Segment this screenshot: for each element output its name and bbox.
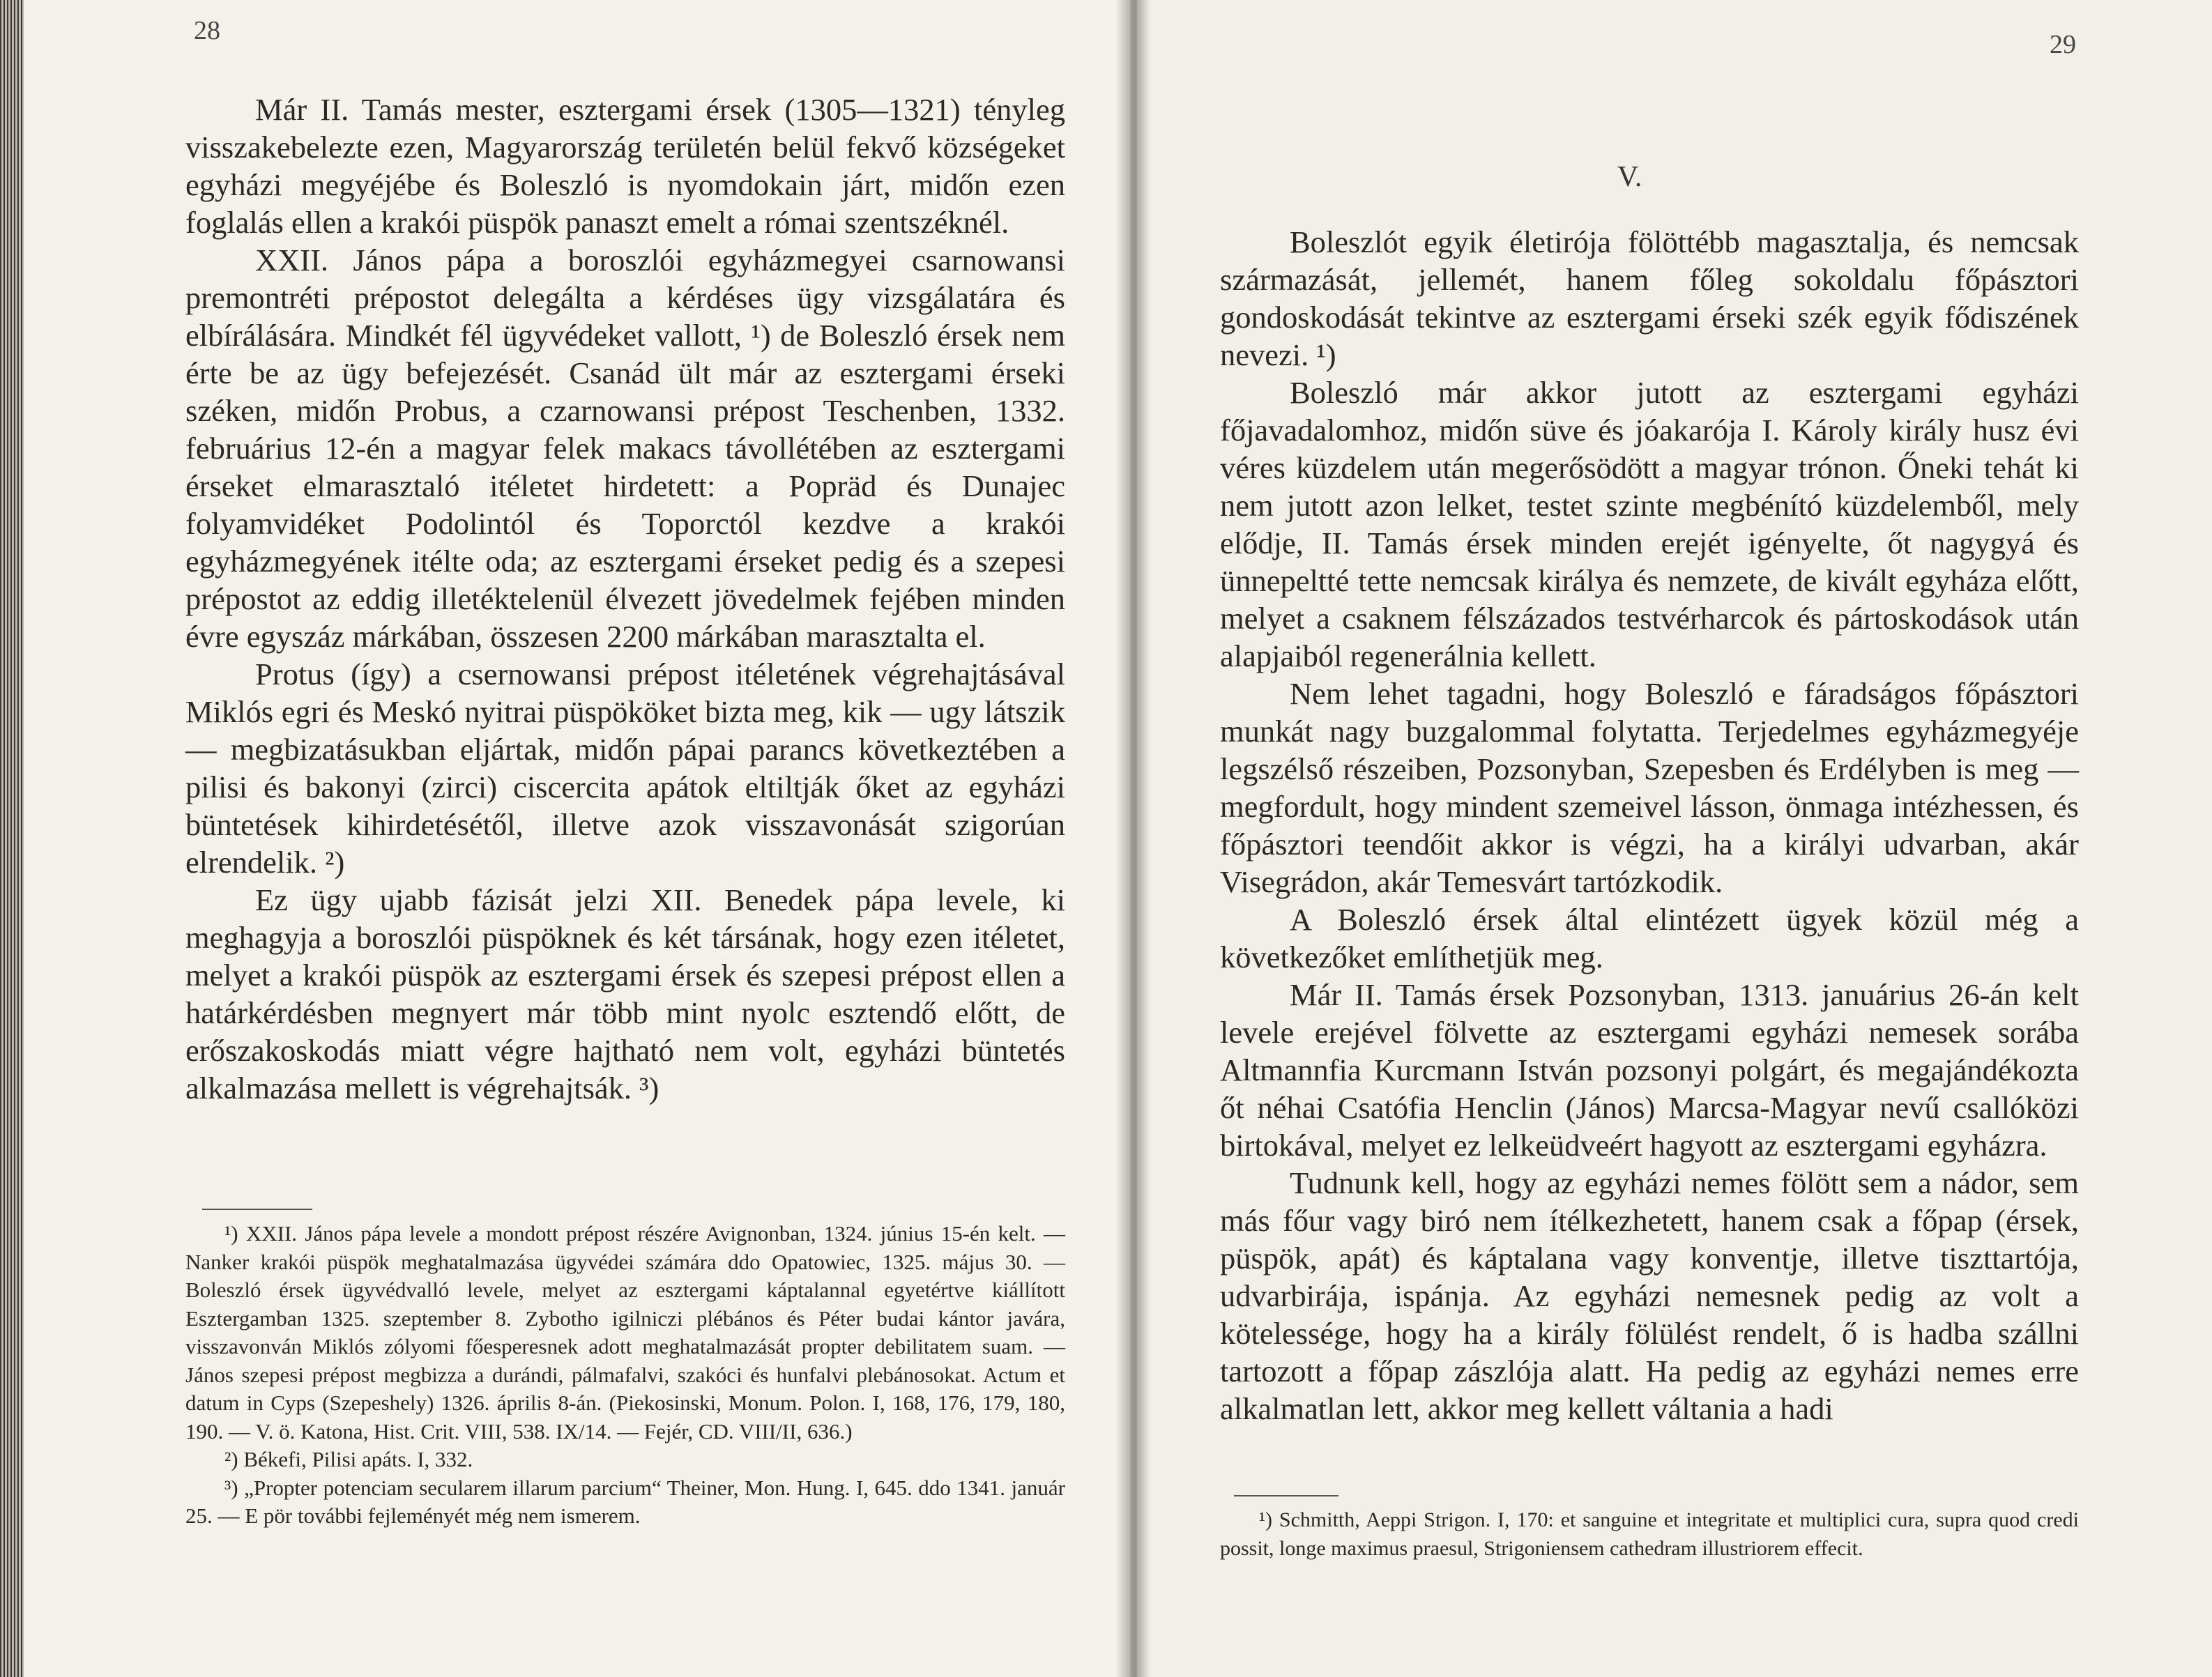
footnote: ¹) Schmitth, Aeppi Strigon. I, 170: et sanguine et integritate et multiplici cura, supra quod credi possit, longe maximus praesul, Strigoniensem cathedram illustriorem effecit. bbox=[1220, 1508, 2079, 1560]
right-paragraph: Tudnunk kell, hogy az egyházi nemes fölött sem a nádor, sem más főur vagy biró nem ítélkezhetett, hanem csak a főpap (érsek, püspök, apát) és káptalana vagy konventje, illetve tiszttartója, udvarbirája, ispánja. Az egyházi nemesnek pedig az volt a kötelessége, hogy ha a király fölülést rendelt, ő is hadba szállni tartozott a főpap zászlója alatt. Ha pedig az egyházi nemes erre alkalmatlan lett, akkor meg kellett váltania a hadi bbox=[1220, 1165, 2079, 1426]
right-body-text bbox=[1220, 223, 2079, 1427]
right-paragraph: A Boleszló érsek által elintézett ügyek közül még a következőket említhetjük meg. bbox=[1220, 902, 2079, 974]
footnote-rule-right bbox=[1234, 1495, 1338, 1496]
right-page-number: 29 bbox=[2050, 30, 2076, 59]
page-stack-edge bbox=[0, 0, 24, 1677]
right-paragraph: Boleszlót egyik életirója fölöttébb magasztalja, és nemcsak származását, jellemét, hanem főleg sokoldalu főpásztori gondoskodását tekintve az esztergami érseki szék egyik fődiszének nevezi. ¹) bbox=[1220, 224, 2079, 372]
left-page-number: 28 bbox=[194, 16, 220, 45]
footnote-rule-left bbox=[202, 1209, 312, 1210]
left-body-text bbox=[185, 91, 1065, 1107]
right-paragraph: Boleszló már akkor jutott az esztergami egyházi főjavadalomhoz, midőn süve és jóakarója I. Károly király husz évi véres küzdelem után megerősödött a magyar trónon. Őneki tehát ki nem jutott azon lelket, testet szinte megbénító küzdelemből, mely elődje, II. Tamás érsek minden erejét igényelte, őt nagygyá és ünnepeltté tette nemcsak királya és nemzete, de kivált egyháza előtt, melyet a csaknem félszázados testvérharcok és pártoskodások után alapjaiból regenerálnia kellett. bbox=[1220, 375, 2079, 673]
right-paragraph: Már II. Tamás érsek Pozsonyban, 1313. januárius 26-án kelt levele erejével fölvette az esztergami egyházi nemesek sorába Altmannfia Kurcmann István pozsonyi polgárt, és megajándékozta őt néhai Csatófia Henclin (János) Marcsa-Magyar nevű csallóközi birtokával, melyet ez lelkeüdveért hagyott az esztergami egyházra. bbox=[1220, 977, 2079, 1163]
left-footnotes bbox=[185, 1220, 1065, 1531]
left-paragraph: Már II. Tamás mester, esztergami érsek (1305—1321) tényleg visszakebelezte ezen, Magyarország területén belül fekvő községeket egyházi megyéjébe és Boleszló is nyomdokain járt, midőn ezen foglalás ellen a krakói püspök panaszt emelt a római szentszéknél. bbox=[185, 92, 1065, 240]
footnote: ³) „Propter potenciam secularem illarum parcium“ Theiner, Mon. Hung. I, 645. ddo 1341. január 25. — E pör további fejleményét még nem ismerem. bbox=[185, 1475, 1065, 1528]
chapter-heading: V. bbox=[1617, 161, 1642, 193]
left-paragraph: Ez ügy ujabb fázisát jelzi XII. Benedek pápa levele, ki meghagyja a boroszlói püspöknek és két társának, hogy ezen itéletet, melyet a krakói püspök az esztergami érsek és szepesi prépost ellen a határkérdésben megnyert már több mint nyolc esztendő előtt, de erőszakoskodás miatt végre hajtható nem volt, egyházi büntetés alkalmazása mellett is végrehajtsák. ³) bbox=[185, 882, 1065, 1105]
footnote: ²) Békefi, Pilisi apáts. I, 332. bbox=[224, 1447, 473, 1471]
left-paragraph: XXII. János pápa a boroszlói egyházmegyei csarnowansi premontréti prépostot delegálta a kérdéses ügy vizsgálatára és elbírálására. Mindkét fél ügyvédeket vallott, ¹) de Boleszló érsek nem érte be az ügy befejezését. Csanád ült már az esztergami érseki széken, midőn Probus, a czarnowansi prépost Teschenben, 1332. februárius 12-én a magyar felek makacs távollétében az esztergami érseket elmarasztaló itéletet hirdetett: a Popräd és Dunajec folyamvidéket Podolintól és Toporctól kezdve a krakói egyházmegyének itélte oda; az esztergami érseket pedig és a szepesi prépostot az eddig illetéktelenül élvezett jövedelmek fejében minden évre egyszáz márkában, összesen 2200 márkában marasztalta el. bbox=[185, 243, 1065, 654]
footnote: ¹) XXII. János pápa levele a mondott prépost részére Avignonban, 1324. június 15-én kelt. — Nanker krakói püspök meghatalmazása ügyvédei számára ddo Opatowiec, 1325. május 30. — Boleszló érsek ügyvédvalló levele, melyet az esztergami káptalannal egyetértve kiállított Esztergamban 1325. szeptember 8. Zybotho igilniczi plébános és Péter budai kántor javára, visszavonván Miklós zólyomi főesperesnek adott meghatalmazását propter debilitatem suam. — János szepesi prépost megbizza a durándi, pálmafalvi, szakóci és hunfalvi plebánosokat. Actum et datum in Cyps (Szepeshely) 1326. április 8-án. (Piekosinski, Monum. Polon. I, 168, 176, 179, 180, 190. — V. ö. Katona, Hist. Crit. VIII, 538. IX/14. — Fejér, CD. VIII/II, 636.) bbox=[185, 1221, 1065, 1444]
book-gutter bbox=[1115, 0, 1150, 1677]
right-paragraph: Nem lehet tagadni, hogy Boleszló e fáradságos főpásztori munkát nagy buzgalommal folytatta. Terjedelmes egyházmegyéje legszélső részeiben, Pozsonyban, Szepesben és Erdélyben is meg — megfordult, hogy mindent szemeivel lásson, önmaga intézhessen, és főpásztori teendőit akkor is végzi, ha a királyi udvarban, akár Visegrádon, akár Temesvárt tartózkodik. bbox=[1220, 676, 2079, 899]
right-footnotes bbox=[1220, 1506, 2079, 1563]
left-paragraph: Protus (így) a csernowansi prépost itéletének végrehajtásával Miklós egri és Meskó nyitrai püspököket bizta meg, kik — ugy látszik — megbizatásukban eljártak, midőn pápai parancs következtében a pilisi és bakonyi (zirci) ciscercita apátok eltiltják őket az egyházi büntetések kihirdetésétől, illetve azok visszavonását szigorúan elrendelik. ²) bbox=[185, 657, 1065, 880]
